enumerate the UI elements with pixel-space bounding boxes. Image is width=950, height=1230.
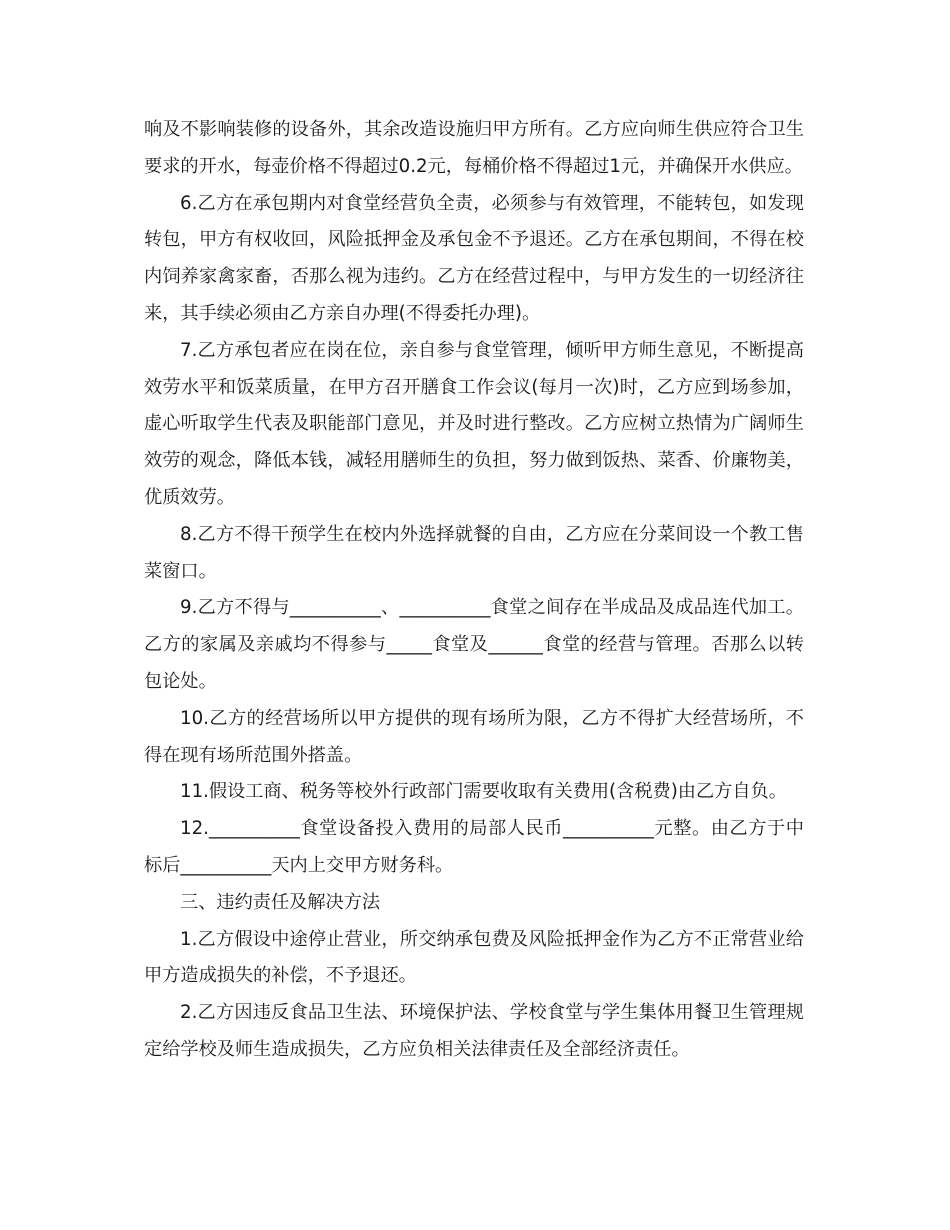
document-body [144, 112, 804, 1069]
liability-clause-1: 1.乙方假设中途停止营业，所交纳承包费及风险抵押金作为乙方不正常营业给甲方造成损失的补偿，不予退还。 [144, 928, 804, 987]
clause-10: 10.乙方的经营场所以甲方提供的现有场所为限，乙方不得扩大经营场所，不得在现有场所范围外搭盖。 [144, 707, 804, 766]
clause-7: 7.乙方承包者应在岗在位，亲自参与食堂管理，倾听甲方师生意见，不断提高效劳水平和饭菜质量，在甲方召开膳食工作会议(每月一次)时，乙方应到场参加，虚心听取学生代表及职能部门意见，并及时进行整改。乙方应树立热情为广阔师生效劳的观念，降低本钱，减轻用膳师生的负担，努力做到饭热、菜香、价廉物美，优质效劳。 [144, 339, 804, 508]
clause-6: 6.乙方在承包期内对食堂经营负全责，必须参与有效管理，不能转包，如发现转包，甲方有权收回，风险抵押金及承包金不予退还。乙方在承包期间，不得在校内饲养家禽家畜，否那么视为违约。乙方在经营过程中，与甲方发生的一切经济往来，其手续必须由乙方亲自办理(不得委托办理)。 [144, 192, 804, 324]
clause-12: 12.__________食堂设备投入费用的局部人民币__________元整。由乙方于中标后__________天内上交甲方财务科。 [144, 818, 804, 876]
section-heading-3: 三、违约责任及解决方法 [180, 891, 381, 913]
clause-8: 8.乙方不得干预学生在校内外选择就餐的自由，乙方应在分菜间设一个教工售菜窗口。 [144, 523, 804, 582]
clause-11: 11.假设工商、税务等校外行政部门需要收取有关费用(含税费)由乙方自负。 [180, 781, 787, 803]
paragraph-continuation: 响及不影响装修的设备外，其余改造设施归甲方所有。乙方应向师生供应符合卫生要求的开水，每壶价格不得超过0.2元，每桶价格不得超过1元，并确保开水供应。 [144, 119, 804, 177]
liability-clause-2: 2.乙方因违反食品卫生法、环境保护法、学校食堂与学生集体用餐卫生管理规定给学校及师生造成损失，乙方应负相关法律责任及全部经济责任。 [144, 1002, 804, 1060]
clause-9: 9.乙方不得与__________、__________食堂之间存在半成品及成品连代加工。乙方的家属及亲戚均不得参与_____食堂及______食堂的经营与管理。否那么以转包论处。 [144, 597, 804, 692]
